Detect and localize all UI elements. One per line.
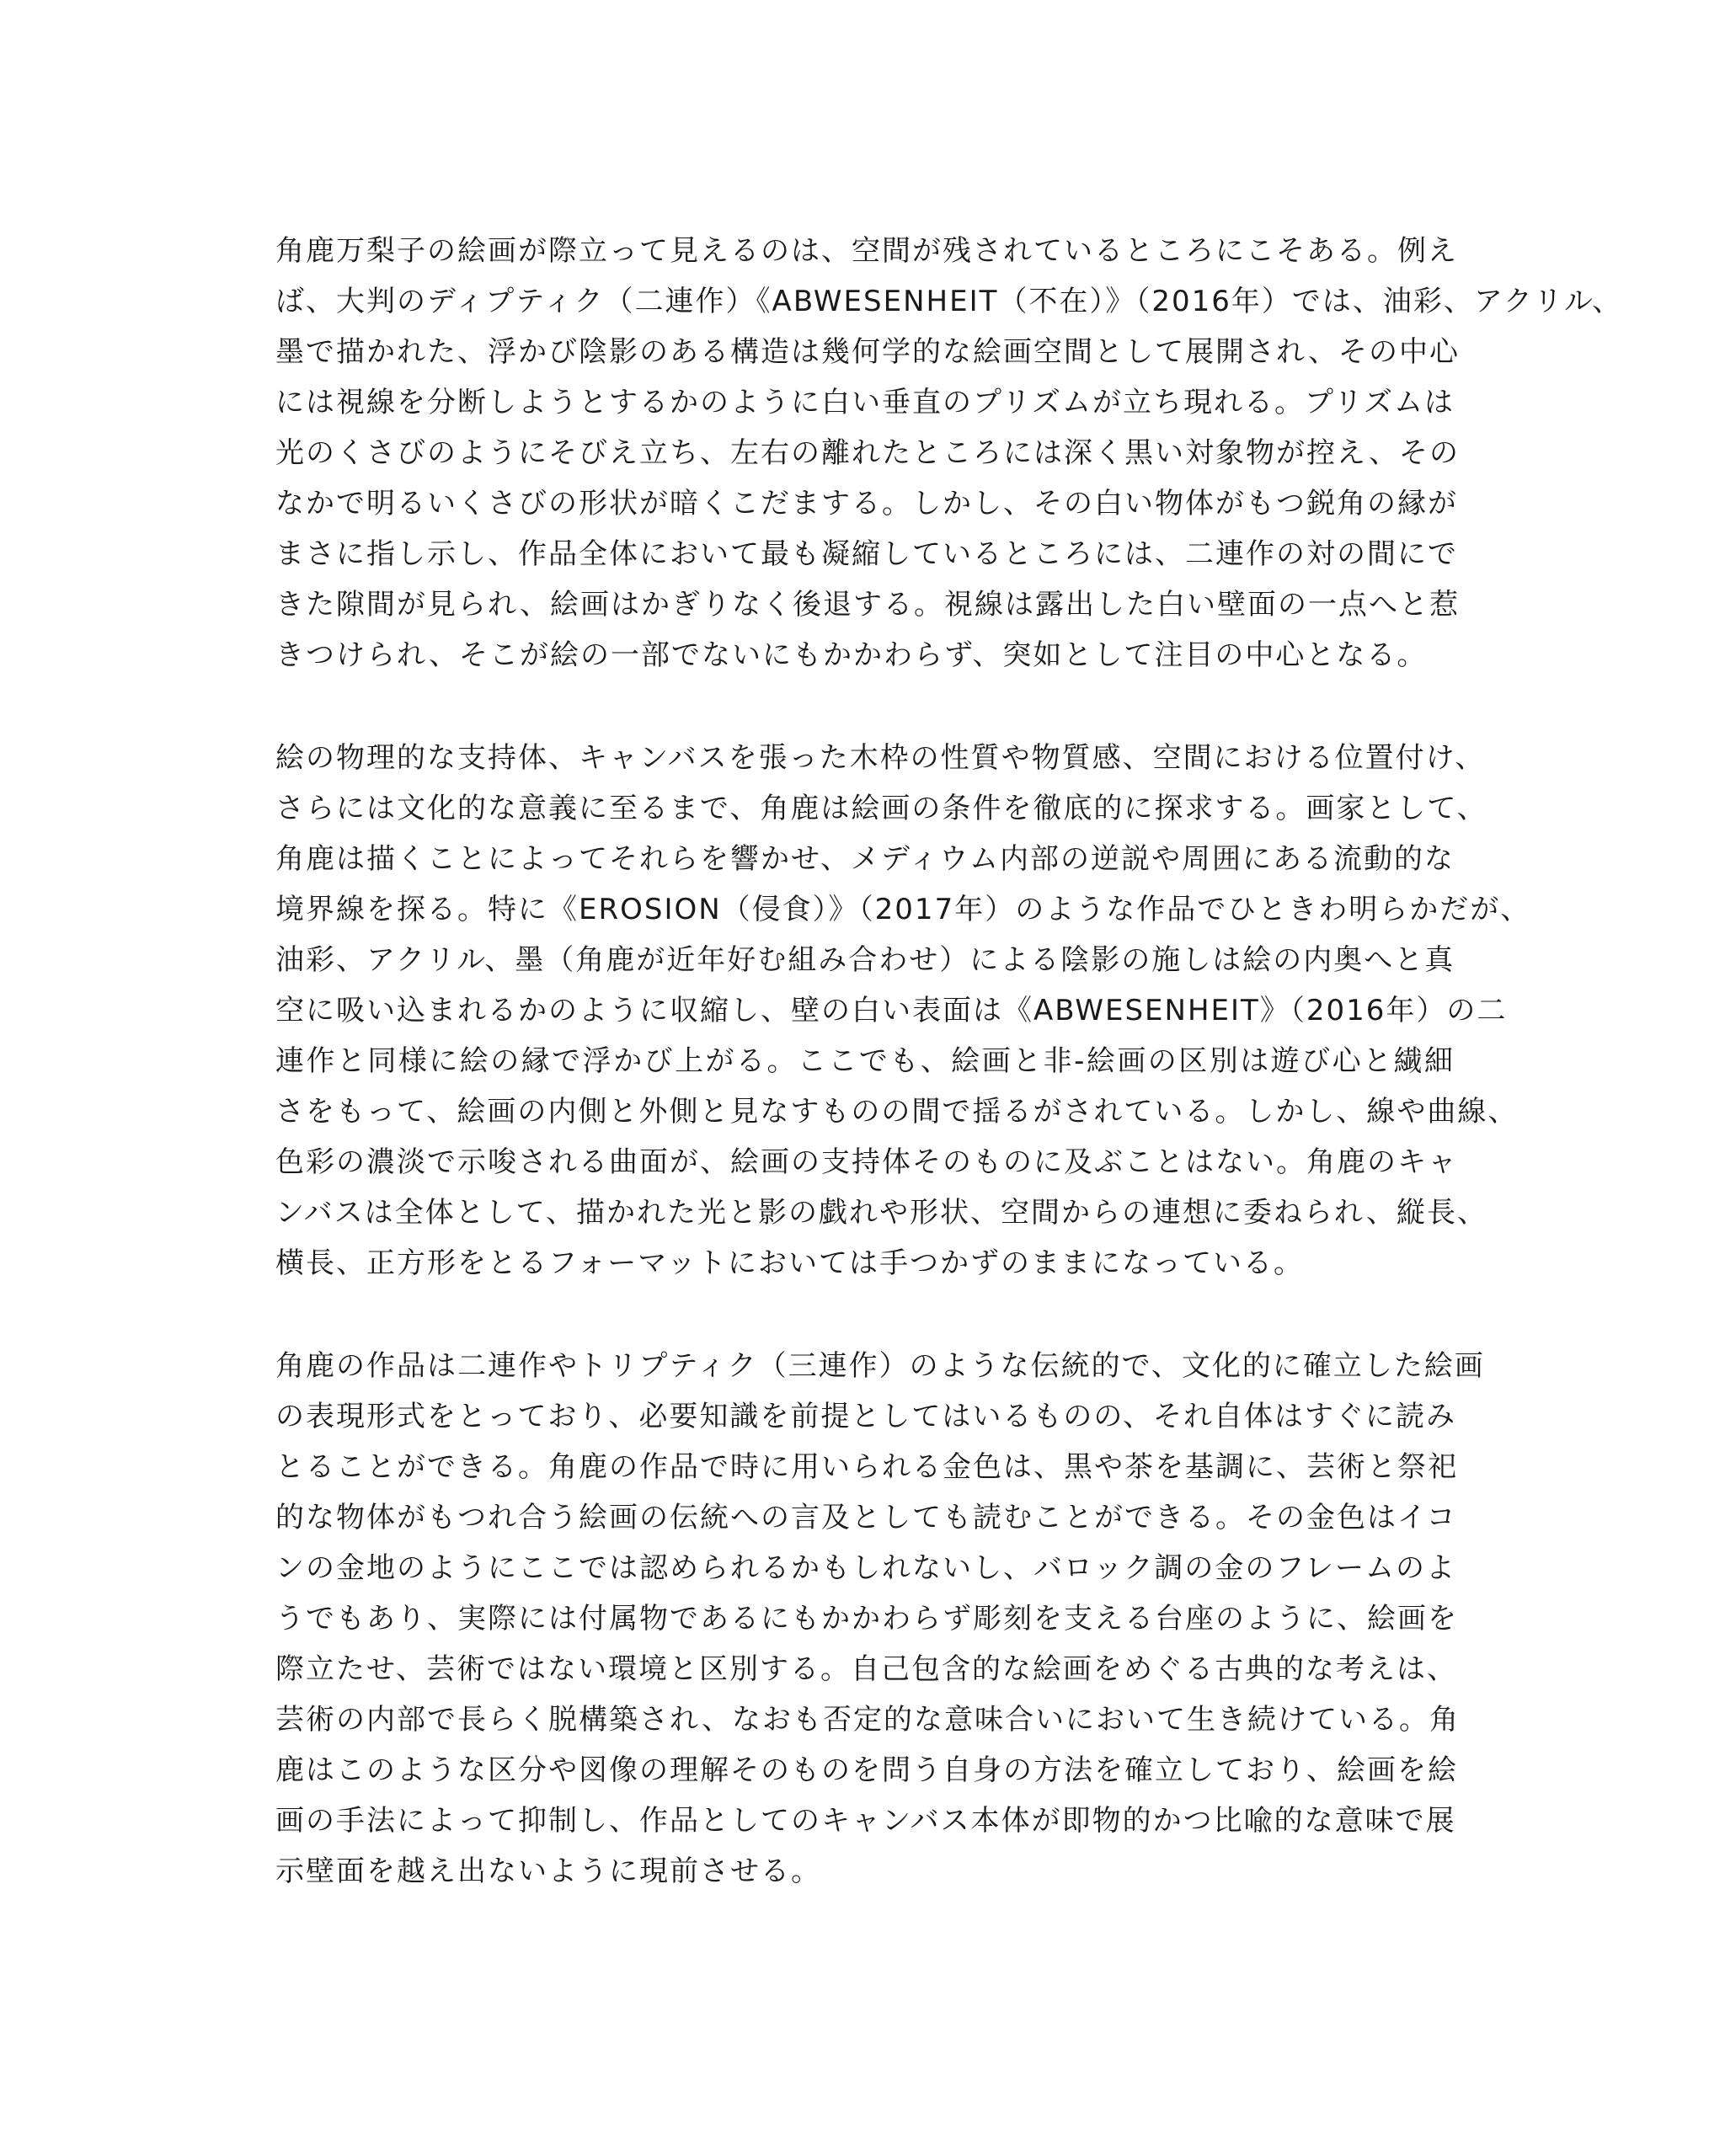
- text-line: 示壁面を越え出ないように現前させる。: [275, 1854, 821, 1888]
- text-line: きつけられ、そこが絵の一部でないにもかかわらず、突如として注目の中心となる。: [275, 638, 1428, 672]
- text-line: 鹿はこのような区分や図像の理解そのものを問う自身の方法を確立しており、絵画を絵: [275, 1753, 1458, 1787]
- text-line: とることができる。角鹿の作品で時に用いられる金色は、黒や茶を基調に、芸術と祭祀: [275, 1450, 1458, 1484]
- text-line: 横長、正方形をとるフォーマットにおいては手つかずのままになっている。: [275, 1246, 1304, 1280]
- text-line: ンの金地のようにここでは認められるかもしれないし、バロック調の金のフレームのよ: [275, 1551, 1456, 1585]
- text-line: さらには文化的な意義に至るまで、角鹿は絵画の条件を徹底的に探求する。画家として、: [275, 792, 1487, 825]
- paragraph-3: [275, 1341, 1485, 1897]
- text-line: なかで明るいくさびの形状が暗くこだまする。しかし、その白い物体がもつ鋭角の縁が: [275, 487, 1458, 520]
- text-line: 角鹿は描くことによってそれらを響かせ、メディウム内部の逆説や周囲にある流動的な: [275, 842, 1455, 876]
- text-line: 光のくさびのようにそびえ立ち、左右の離れたところには深く黒い対象物が控え、その: [275, 436, 1461, 470]
- text-line: 境界線を探る。特に《EROSION（侵食）》（2017年）のような作品でひときわ明らかだが、: [275, 893, 1531, 926]
- paragraph-1: [275, 226, 1623, 680]
- text-line: 色彩の濃淡で示唆される曲面が、絵画の支持体そのものに及ぶことはない。角鹿のキャ: [275, 1145, 1458, 1179]
- text-line: 的な物体がもつれ合う絵画の伝統への言及としても読むことができる。その金色はイコ: [275, 1501, 1457, 1534]
- paragraph-2: [275, 733, 1531, 1289]
- text-line: 芸術の内部で長らく脱構築され、なおも否定的な意味合いにおいて生き続けている。角: [275, 1703, 1461, 1737]
- text-line: 墨で描かれた、浮かび陰影のある構造は幾何学的な絵画空間として展開され、その中心: [275, 335, 1461, 369]
- text-line: には視線を分断しようとするかのように白い垂直のプリズムが立ち現れる。プリズムは: [275, 386, 1455, 419]
- text-line: ば、大判のディプティク（二連作）《ABWESENHEIT（不在）》（2016年）では、油彩、アクリル、: [275, 285, 1623, 318]
- text-line: 油彩、アクリル、墨（角鹿が近年好む組み合わせ）による陰影の施しは絵の内奥へと真: [275, 943, 1455, 977]
- text-line: ンバスは全体として、描かれた光と影の戯れや形状、空間からの連想に委ねられ、縦長、: [275, 1196, 1487, 1230]
- article-body: [275, 226, 1623, 1897]
- text-line: うでもあり、実際には付属物であるにもかかわらず彫刻を支える台座のように、絵画を: [275, 1602, 1458, 1636]
- text-line: 角鹿万梨子の絵画が際立って見えるのは、空間が残されているところにこそある。例え: [275, 234, 1458, 268]
- text-line: さをもって、絵画の内側と外側と見なすものの間で揺るがされている。しかし、線や曲線、: [275, 1095, 1519, 1129]
- text-line: 際立たせ、芸術ではない環境と区別する。自己包含的な絵画をめぐる古典的な考えは、: [275, 1652, 1457, 1686]
- text-line: まさに指し示し、作品全体において最も凝縮しているところには、二連作の対の間にで: [275, 537, 1458, 571]
- text-line: 画の手法によって抑制し、作品としてのキャンバス本体が即物的かつ比喩的な意味で展: [275, 1804, 1456, 1838]
- text-line: 角鹿の作品は二連作やトリプティク（三連作）のような伝統的で、文化的に確立した絵画: [275, 1349, 1485, 1383]
- text-line: 絵の物理的な支持体、キャンバスを張った木枠の性質や物質感、空間における位置付け、: [275, 741, 1486, 775]
- text-line: 空に吸い込まれるかのように収縮し、壁の白い表面は《ABWESENHEIT》（2016年）の二: [275, 994, 1508, 1027]
- text-line: の表現形式をとっており、必要知識を前提としてはいるものの、それ自体はすぐに読み: [275, 1400, 1456, 1433]
- text-line: 連作と同様に絵の縁で浮かび上がる。ここでも、絵画と非-絵画の区別は遊び心と繊細: [275, 1044, 1455, 1078]
- text-line: きた隙間が見られ、絵画はかぎりなく後退する。視線は露出した白い壁面の一点へと惹: [275, 588, 1461, 622]
